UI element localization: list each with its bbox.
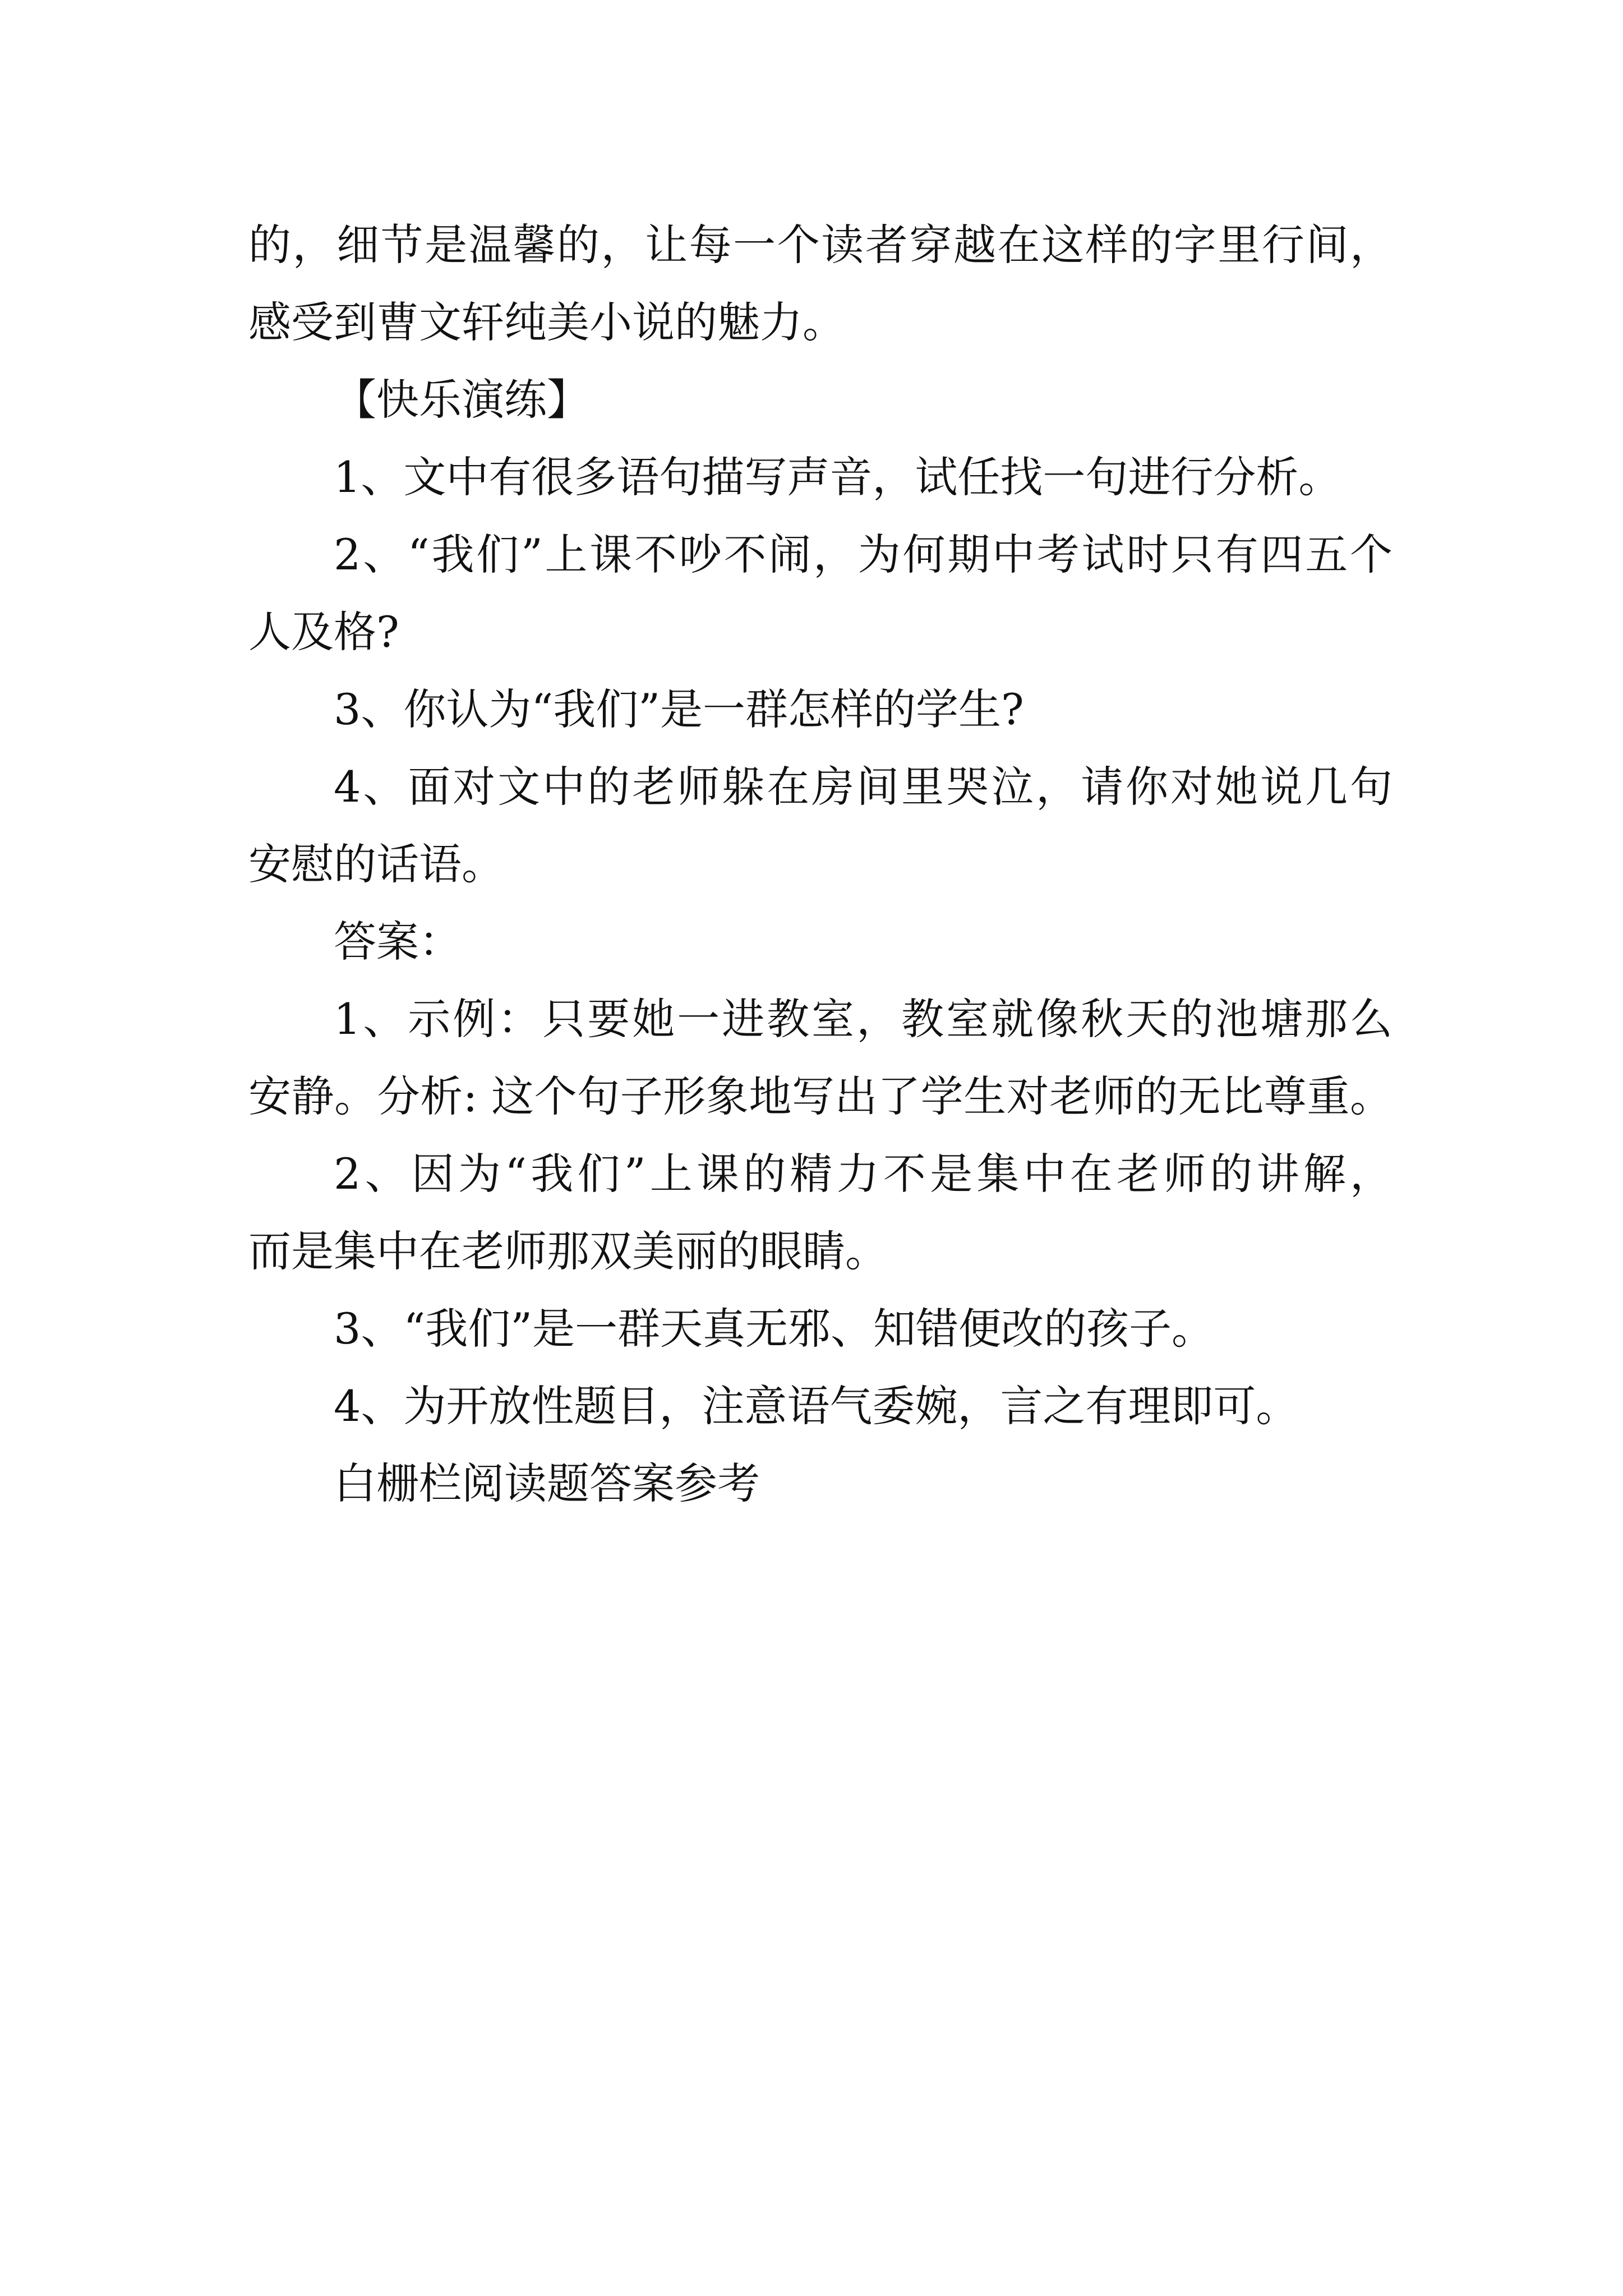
- section-heading: 【快乐演练】: [334, 375, 589, 425]
- answer-1-continuation: 安静。分析: 这个句子形象地写出了学生对老师的无比尊重。: [248, 1071, 1393, 1121]
- answer-3: 3、“我们”是一群天真无邪、知错便改的孩子。: [334, 1304, 1215, 1354]
- answer-4: 4、为开放性题目，注意语气委婉，言之有理即可。: [334, 1381, 1299, 1431]
- answer-2-continuation: 而是集中在老师那双美丽的眼睛。: [248, 1226, 888, 1276]
- answer-1: 1、示例：只要她一进教室，教室就像秋天的池塘那么: [334, 994, 1393, 1044]
- exercise-question-4: 4、面对文中的老师躲在房间里哭泣，请你对她说几句: [334, 762, 1393, 812]
- exercise-question-1: 1、文中有很多语句描写声音，试任找一句进行分析。: [334, 452, 1341, 502]
- document-body: [248, 206, 1393, 1522]
- next-article-title: 白栅栏阅读题答案参考: [334, 1458, 760, 1508]
- exercise-question-3: 3、你认为“我们”是一群怎样的学生?: [334, 684, 1024, 734]
- exercise-question-4-continuation: 安慰的话语。: [248, 839, 504, 889]
- exercise-question-2-continuation: 人及格?: [248, 607, 399, 657]
- paragraph-continuation-line: 感受到曹文轩纯美小说的魅力。: [248, 297, 845, 347]
- exercise-question-2: 2、“我们”上课不吵不闹，为何期中考试时只有四五个: [334, 530, 1393, 579]
- paragraph-continuation-line: 的，细节是温馨的，让每一个读者穿越在这样的字里行间，: [248, 220, 1393, 270]
- answer-2: 2、因为“我们”上课的精力不是集中在老师的讲解，: [334, 1149, 1393, 1199]
- answers-heading: 答案：: [334, 917, 462, 967]
